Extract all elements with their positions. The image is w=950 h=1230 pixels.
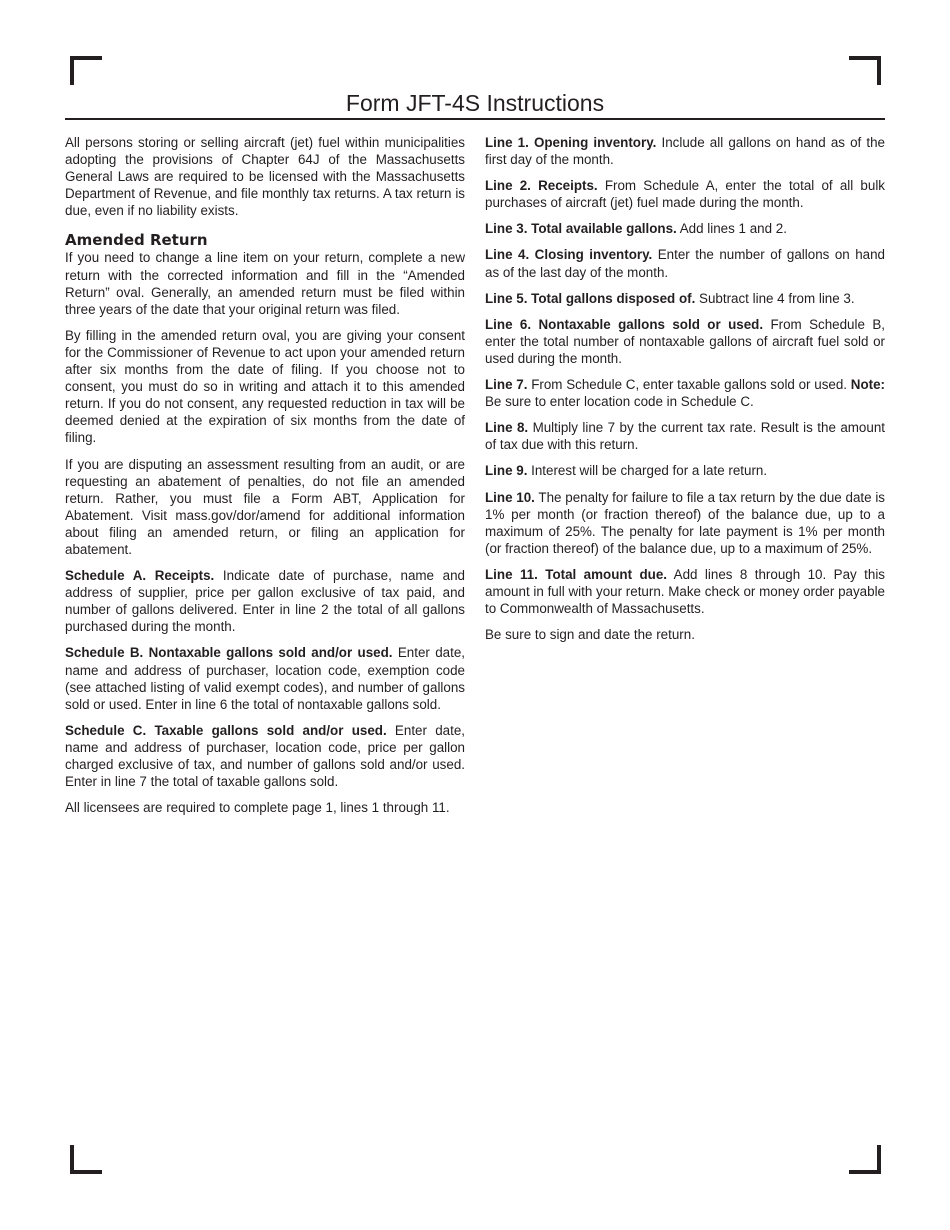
- line-2-label: Line 2. Receipts.: [485, 178, 598, 194]
- line-9-label: Line 9.: [485, 463, 528, 479]
- line-10-label: Line 10.: [485, 489, 535, 505]
- signature-note: Be sure to sign and date the return.: [485, 627, 695, 643]
- line-2-paragraph: [485, 177, 885, 211]
- line-7-text: From Schedule C, enter taxable gallons sold or used.: [527, 377, 851, 393]
- line-7-label: Line 7.: [485, 377, 528, 393]
- line-6-text: From Schedule B, enter the total number of nontaxable gallons of aircraft fuel sold or used during the month.: [485, 316, 885, 366]
- line-1-label: Line 1. Opening inventory.: [485, 135, 657, 150]
- line-8-label: Line 8.: [485, 420, 529, 436]
- line-5-label: Line 5. Total gallons disposed of.: [485, 290, 696, 306]
- line-1-paragraph: [485, 134, 885, 168]
- line-6-label: Line 6. Nontaxable gallons sold or used.: [485, 316, 764, 332]
- closing-paragraph: All licensees are required to complete page 1, lines 1 through 11.: [65, 800, 450, 816]
- crop-mark-bottom-right: [849, 1145, 881, 1174]
- page-title: Form JFT-4S Instructions: [345, 90, 605, 116]
- line-7-paragraph: [485, 376, 885, 410]
- line-2-text: From Schedule A, enter the total of all bulk purchases of aircraft (jet) fuel made during the month.: [485, 178, 885, 211]
- schedule-a-paragraph: [65, 567, 465, 635]
- schedule-c-paragraph: [65, 722, 465, 790]
- line-8-paragraph: [485, 419, 885, 453]
- line-11-paragraph: [485, 566, 885, 617]
- schedule-c-label: Schedule C. Taxable gallons sold and/or used.: [65, 722, 387, 738]
- line-5-paragraph: [485, 290, 885, 307]
- line-9-text: Interest will be charged for a late return.: [527, 463, 768, 479]
- schedule-a-label: Schedule A. Receipts.: [65, 568, 215, 584]
- line-4-text: Enter the number of gallons on hand as of the last day of the month.: [485, 247, 885, 280]
- line-8-text: Multiply line 7 by the current tax rate. Result is the amount of tax due with this return.: [485, 420, 885, 453]
- line-3-paragraph: [485, 220, 885, 237]
- amended-paragraph-2: By filling in the amended return oval, you are giving your consent for the Commissioner of Revenue to act upon your amended return after six months from the date of filing. If you choose not to consent, you must do so in writing and attach it to this amended return. If you do not consent, any requested reduction in tax will be deemed denied at the expiration of six months from the date of filing.: [65, 327, 465, 446]
- line-1-text: Include all gallons on hand as of the first day of the month.: [485, 135, 885, 168]
- line-11-label: Line 11. Total amount due.: [485, 566, 667, 582]
- schedule-a-text: Indicate date of purchase, name and address of supplier, price per gallon exclusive of tax paid, and number of gallons delivered. Enter in line 2 the total of all gallons purchased during the month.: [65, 568, 465, 635]
- amended-return-heading: Amended Return: [65, 231, 208, 250]
- line-4-paragraph: [485, 246, 885, 280]
- left-column: [65, 134, 465, 825]
- line-11-text: Add lines 8 through 10. Pay this amount in full with your return. Make check or money order payable to Commonwealth of Massachusetts.: [485, 566, 885, 617]
- intro-paragraph: All persons storing or selling aircraft (jet) fuel within municipalities adopting the provisions of Chapter 64J of the Massachusetts General Laws are required to be licensed with the Massachusetts Department of Revenue, and file monthly tax returns. A tax return is due, even if no liability exists.: [65, 135, 465, 219]
- line-7-note-label: Note:: [850, 377, 885, 393]
- amended-paragraph-3: If you are disputing an assessment resulting from an audit, or are requesting an abatement of penalties, do not file an amended return. Rather, you must file a Form ABT, Application for Abatement. Visit mass.gov/dor/amend for additional information about filing an amended return, or filing an application for abatement.: [65, 456, 465, 557]
- line-10-paragraph: [485, 489, 885, 557]
- line-9-paragraph: [485, 462, 885, 479]
- amended-paragraph-1: If you need to change a line item on your return, complete a new return with the corrected information and fill in the “Amended Return” oval. Generally, an amended return must be filed within three years of the date that your original return was filed.: [65, 250, 465, 317]
- schedule-b-paragraph: [65, 644, 465, 712]
- right-column: [485, 134, 885, 652]
- line-5-text: Subtract line 4 from line 3.: [695, 290, 855, 306]
- line-10-text: The penalty for failure to file a tax return by the due date is 1% per month (or fraction thereof) of the balance due, up to a maximum of 25%. The penalty for late payment is 1% per month (or fraction thereof) of the balance due, up to a maximum of 25%.: [485, 489, 885, 556]
- schedule-c-text: Enter date, name and address of purchaser, location code, price per gallon charged exclusive of tax, and number of gallons sold and/or used. Enter in line 7 the total of taxable gallons sold.: [65, 722, 465, 790]
- line-6-paragraph: [485, 316, 885, 367]
- schedule-b-label: Schedule B. Nontaxable gallons sold and/or used.: [65, 645, 393, 661]
- line-3-text: Add lines 1 and 2.: [676, 221, 787, 237]
- crop-mark-top-left: [70, 56, 102, 85]
- line-3-label: Line 3. Total available gallons.: [485, 221, 677, 237]
- crop-mark-bottom-left: [70, 1145, 102, 1174]
- line-4-label: Line 4. Closing inventory.: [485, 247, 653, 263]
- line-7-note-text: Be sure to enter location code in Schedule C.: [485, 394, 754, 410]
- schedule-b-text: Enter date, name and address of purchaser, location code, exemption code (see attached listing of valid exempt codes), and number of gallons sold or used. Enter in line 6 the total of nontaxable gallons sold.: [65, 645, 465, 712]
- crop-mark-top-right: [849, 56, 881, 85]
- title-divider: [65, 118, 885, 120]
